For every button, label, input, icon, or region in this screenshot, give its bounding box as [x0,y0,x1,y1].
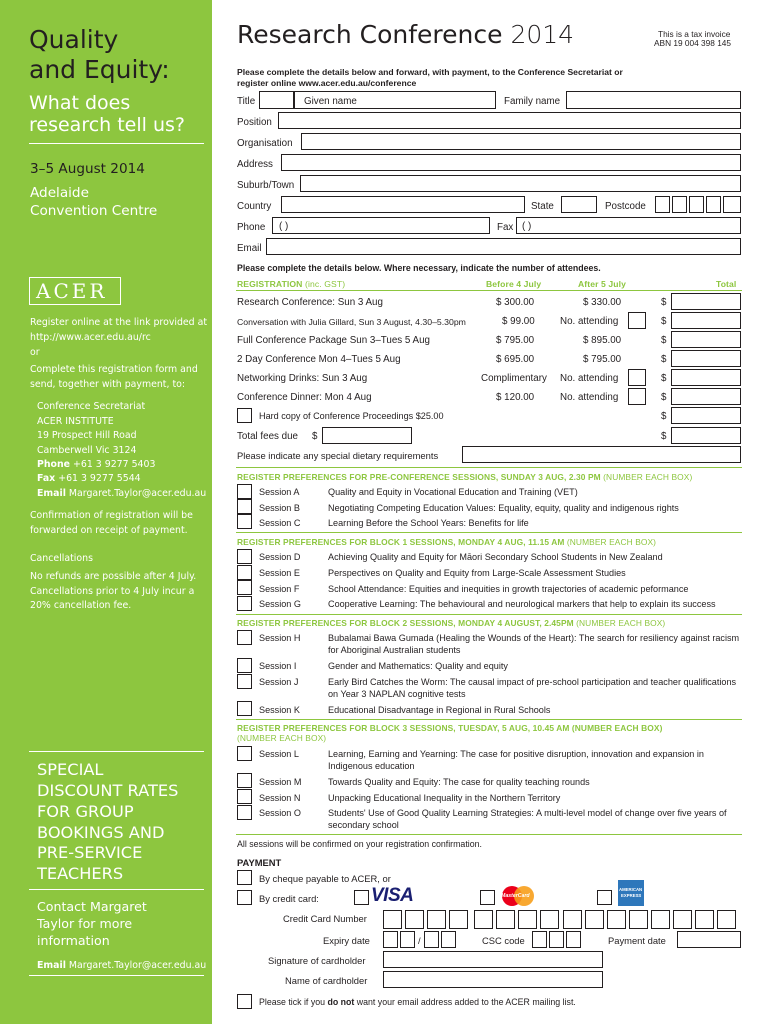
credit-card-checkbox[interactable] [237,890,252,905]
contact-email-line [37,959,217,974]
attending-label: No. attending [560,316,619,327]
block2-title: REGISTER PREFERENCES FOR BLOCK 2 SESSIONS, MONDAY 4 AUGUST, 2.45PM [237,618,574,628]
session-desc: Perspectives on Quality and Equity from Large-Scale Assessment Studies [328,568,626,578]
csc-digit[interactable] [549,931,564,948]
dollar-sign: $ [312,431,318,442]
session-n-box[interactable] [237,789,252,804]
visa-logo: VISA [371,885,414,906]
complete-text-line2: send, together with payment, to: [30,379,186,390]
address-line: ACER INSTITUTE [37,416,114,427]
dollar-sign: $ [661,335,667,346]
registration-header [237,279,345,289]
sidebar-title-line1: Quality [29,25,119,54]
before-date-header: Before 4 July [486,279,542,289]
registration-item: Research Conference: Sun 3 Aug [237,297,383,308]
register-url[interactable]: http://www.acer.edu.au/rc [30,332,151,343]
total-field[interactable] [671,312,741,329]
session-i-box[interactable] [237,658,252,673]
attending-count[interactable] [628,312,646,329]
session-m-box[interactable] [237,773,252,788]
dietary-label: Please indicate any special dietary requirements [237,450,439,461]
visa-checkbox[interactable] [354,890,369,905]
session-desc: Unpacking Educational Inequality in the Northern Territory [328,793,561,803]
hardcopy-label: Hard copy of Conference Proceedings $25.00 [259,411,444,421]
sessions-confirmation-note: All sessions will be confirmed on your registration confirmation. [237,839,482,849]
price-before: $ 300.00 [496,297,535,308]
cancellation-line: No refunds are possible after 4 July. [30,571,197,582]
session-label: Session I [259,661,297,671]
fax-area-code: ( ) [522,221,532,232]
card-number-digit[interactable] [563,910,582,929]
signature-field[interactable] [383,951,603,968]
session-desc: Gender and Mathematics: Quality and equity [328,661,508,671]
session-label: Session A [259,487,300,497]
session-e-box[interactable] [237,565,252,580]
price-before: $ 795.00 [496,335,535,346]
sidebar-title-line2: and Equity: [29,55,170,84]
attending-label: No. attending [560,392,619,403]
grand-total-field[interactable] [671,427,741,444]
registration-item: Full Conference Package Sun 3–Tues 5 Aug [237,335,430,346]
dollar-sign: $ [661,431,667,442]
email-label: Email [237,243,262,254]
contact-email-label: Email [37,960,66,971]
mastercard-text: MasterCard [501,893,530,899]
postcode-digit[interactable] [689,196,704,213]
total-field[interactable] [671,331,741,348]
payment-date-field[interactable] [677,931,741,948]
payment-heading: PAYMENT [237,857,282,868]
total-fees-label: Total fees due [237,431,299,442]
card-number-label: Credit Card Number [283,913,367,924]
session-desc: Achieving Quality and Equity for Māori Secondary School Students in New Zealand [328,552,663,562]
attending-label: No. attending [560,373,619,384]
divider [29,751,204,752]
fax-label: Fax [497,222,514,233]
mailing-list-label [259,997,576,1007]
attending-count[interactable] [628,388,646,405]
session-desc: Towards Quality and Equity: The case for quality teaching rounds [328,777,590,787]
total-field[interactable] [671,388,741,405]
contact-line: information [37,933,110,948]
dollar-sign: $ [661,297,667,308]
special-rates-line: TEACHERS [37,864,124,883]
gst-note: (inc. GST) [305,279,346,289]
price-after: $ 795.00 [583,354,622,365]
card-number-digit[interactable] [607,910,626,929]
session-d-box[interactable] [237,549,252,564]
session-c-box[interactable] [237,514,252,529]
pre-conference-title: REGISTER PREFERENCES FOR PRE-CONFERENCE SESSIONS, SUNDAY 3 AUG, 2.30 PM [237,472,601,482]
email-line [37,487,217,502]
price-before: $ 695.00 [496,354,535,365]
session-label: Session C [259,518,301,528]
mailing-text-post: want your email address added to the ACER mailing list. [354,997,576,1007]
block1-title: REGISTER PREFERENCES FOR BLOCK 1 SESSIONS, MONDAY 4 AUG, 11.15 AM [237,537,565,547]
mailing-text-pre: Please tick if you [259,997,328,1007]
cardholder-name-label: Name of cardholder [285,975,368,986]
family-name-label: Family name [504,96,561,107]
session-desc: School Attendance: Equities and inequities in growth trajectories of academic peformance [328,584,689,594]
session-b-box[interactable] [237,499,252,514]
session-desc: Negotiating Competing Education Values: Equality, equity, quality and indigenous rights [328,503,679,513]
session-label: Session E [259,568,300,578]
divider [236,614,742,615]
card-number-digit[interactable] [405,910,424,929]
session-j-box[interactable] [237,674,252,689]
venue-line2: Convention Centre [30,203,158,219]
price-before: $ 120.00 [496,392,535,403]
email-label: Email [37,488,66,499]
postcode-digit[interactable] [655,196,670,213]
dollar-sign: $ [661,354,667,365]
postcode-digit[interactable] [723,196,741,213]
expiry-digit[interactable] [424,931,439,948]
conference-dates: 3–5 August 2014 [30,161,145,177]
session-label: Session L [259,749,299,759]
phone-line [37,458,217,473]
fax-label: Fax [37,473,56,484]
card-number-digit[interactable] [629,910,648,929]
csc-label: CSC code [482,935,525,946]
after-date-header: After 5 July [578,279,627,289]
register-online-text: Register online at the link provided at [30,317,208,328]
postcode-digit[interactable] [672,196,687,213]
position-label: Position [237,117,272,128]
organisation-field[interactable] [301,133,741,150]
csc-digit[interactable] [566,931,581,948]
given-name-label: Given name [304,96,357,107]
total-fees-field[interactable] [322,427,412,444]
phone-field[interactable] [272,217,490,234]
session-label: Session O [259,808,301,818]
acer-logo-text: ACER [36,279,108,303]
divider [29,143,204,144]
block2-heading [237,618,665,628]
suburb-label: Suburb/Town [237,180,295,191]
card-number-digit[interactable] [518,910,537,929]
divider [236,834,742,835]
mastercard-checkbox[interactable] [480,890,495,905]
block1-heading [237,537,656,547]
session-g-box[interactable] [237,596,252,611]
session-label: Session N [259,793,301,803]
cancellation-line: 20% cancellation fee. [30,600,132,611]
number-note: (NUMBER EACH BOX) [603,472,693,482]
sidebar-subtitle-line1: What does [29,92,131,114]
amex-checkbox[interactable] [597,890,612,905]
phone-label: Phone [237,222,266,233]
venue-line1: Adelaide [30,185,89,201]
fax-field[interactable] [516,217,741,234]
session-label: Session F [259,584,300,594]
card-number-digit[interactable] [695,910,714,929]
special-rates-line: PRE-SERVICE [37,843,143,862]
dietary-field[interactable] [462,446,741,463]
phone-label: Phone [37,459,71,470]
fax-number: +61 3 9277 5544 [58,473,141,484]
fax-line [37,472,217,487]
session-label: Session J [259,677,299,687]
credit-card-label: By credit card: [259,893,319,904]
expiry-label: Expiry date [323,935,370,946]
expiry-digit[interactable] [400,931,415,948]
address-line: Camberwell Vic 3124 [37,445,137,456]
title-label: Title [237,96,256,107]
intro-line1: Please complete the details below and forward, with payment, to the Conference Secretariat or [237,67,623,77]
session-k-box[interactable] [237,701,252,716]
session-desc: Early Bird Catches the Worm: The causal impact of pre-school participation and teacher qualifications on Year 3 NAPLAN cognitive tests [328,677,737,699]
contact-line: Contact Margaret [37,899,147,914]
registration-label: REGISTRATION [237,279,303,289]
suburb-field[interactable] [300,175,741,192]
amex-text-line1: AMERICAN [619,887,643,892]
address-label: Address [237,159,273,170]
total-field[interactable] [671,350,741,367]
intro-line2: register online www.acer.edu.au/conference [237,78,417,88]
country-label: Country [237,201,272,212]
divider [29,975,204,976]
confirmation-line2: forwarded on receipt of payment. [30,525,188,536]
card-number-digit[interactable] [496,910,515,929]
registration-item: Networking Drinks: Sun 3 Aug [237,373,368,384]
card-number-digit[interactable] [651,910,670,929]
divider [236,467,742,468]
registration-instructions: Please complete the details below. Where necessary, indicate the number of attendees. [237,263,601,273]
session-label: Session K [259,705,300,715]
hardcopy-checkbox[interactable] [237,408,252,423]
total-field[interactable] [671,369,741,386]
session-desc: Quality and Equity in Vocational Education and Training (VET) [328,487,578,497]
mastercard-logo [500,884,538,908]
number-note: (NUMBER EACH BOX) [576,618,666,628]
session-desc: Cooperative Learning: The behavioural and neurological markers that help to explain its success [328,599,716,609]
card-number-digit[interactable] [383,910,402,929]
family-name-field[interactable] [566,91,741,109]
email-field[interactable] [266,238,741,255]
session-label: Session M [259,777,302,787]
sidebar [0,0,212,1024]
session-desc: Students' Use of Good Quality Learning Strategies: A multi-level model of change over five years of secondary school [328,808,727,830]
session-f-box[interactable] [237,580,252,595]
expiry-slash: / [418,935,421,946]
dollar-sign: $ [661,316,667,327]
title-field[interactable] [259,91,294,109]
amex-logo [618,880,644,906]
email-address[interactable]: Margaret.Taylor@acer.edu.au [68,488,207,499]
total-field[interactable] [671,293,741,310]
csc-digit[interactable] [532,931,547,948]
postcode-label: Postcode [605,201,646,212]
cheque-checkbox[interactable] [237,870,252,885]
country-field[interactable] [281,196,525,213]
pre-conference-heading [237,472,692,482]
session-label: Session D [259,552,301,562]
cancellations-heading: Cancellations [30,553,93,564]
block3-heading: REGISTER PREFERENCES FOR BLOCK 3 SESSIONS, TUESDAY, 5 AUG, 10.45 AM (NUMBER EACH BOX) [237,723,663,733]
expiry-digit[interactable] [383,931,398,948]
registration-item: Conversation with Julia Gillard, Sun 3 August, 4.30–5.30pm [237,317,466,327]
postcode-digit[interactable] [706,196,721,213]
cardholder-name-field[interactable] [383,971,603,988]
card-number-digit[interactable] [449,910,468,929]
phone-number: +61 3 9277 5403 [73,459,156,470]
session-desc: Learning Before the School Years: Benefits for life [328,518,529,528]
tax-invoice-note: This is a tax invoice [658,29,731,39]
dollar-sign: $ [661,392,667,403]
phone-area-code: ( ) [279,221,289,232]
session-a-box[interactable] [237,484,252,499]
card-number-digit[interactable] [585,910,604,929]
signature-label: Signature of cardholder [268,955,366,966]
dollar-sign: $ [661,373,667,384]
card-number-digit[interactable] [673,910,692,929]
price-after: $ 895.00 [583,335,622,346]
price-before: $ 99.00 [502,316,535,327]
session-label: Session H [259,633,301,643]
confirmation-line1: Confirmation of registration will be [30,510,193,521]
session-h-box[interactable] [237,630,252,645]
registration-item: 2 Day Conference Mon 4–Tues 5 Aug [237,354,401,365]
price-before: Complimentary [481,373,547,384]
special-rates-line: DISCOUNT RATES [37,781,179,800]
expiry-digit[interactable] [441,931,456,948]
special-rates-line: BOOKINGS AND [37,823,165,842]
cheque-label: By cheque payable to ACER, or [259,873,391,884]
mailing-list-checkbox[interactable] [237,994,252,1009]
price-after: $ 330.00 [583,297,622,308]
special-rates-line: FOR GROUP [37,802,134,821]
mailing-text-bold: do not [327,997,355,1007]
page-title [237,20,574,49]
session-o-box[interactable] [237,805,252,820]
sidebar-subtitle-line2: research tell us? [29,114,185,136]
position-field[interactable] [278,112,741,129]
number-note: (NUMBER EACH BOX) [237,733,327,743]
registration-item: Conference Dinner: Mon 4 Aug [237,392,372,403]
state-label: State [531,201,554,212]
attending-count[interactable] [628,369,646,386]
address-field[interactable] [281,154,741,171]
session-desc: Educational Disadvantage in Regional in Rural Schools [328,705,551,715]
session-label: Session G [259,599,301,609]
divider [236,719,742,720]
divider [236,532,742,533]
address-line: 19 Prospect Hill Road [37,430,137,441]
card-number-digit[interactable] [474,910,493,929]
card-number-digit[interactable] [540,910,559,929]
divider [29,889,204,890]
amex-text-line2: EXPRESS [621,893,642,898]
address-line: Conference Secretariat [37,401,146,412]
number-note: (NUMBER EACH BOX) [566,537,657,547]
divider [236,290,742,291]
complete-text-line1: Complete this registration form and [30,364,198,375]
cancellation-line: Cancellations prior to 4 July incur a [30,586,195,597]
session-label: Session B [259,503,300,513]
abn: ABN 19 004 398 145 [654,38,732,48]
card-number-digit[interactable] [427,910,446,929]
hardcopy-total-field[interactable] [671,407,741,424]
page-title-text: Research Conference [237,20,503,49]
session-desc: Bubalamai Bawa Gumada (Healing the Wounds of the Heart): The search for resiliency against racism for Aboriginal Australian students [328,633,740,655]
page-title-year: 2014 [510,20,575,49]
session-l-box[interactable] [237,746,252,761]
or-text: or [30,347,40,358]
payment-date-label: Payment date [608,935,666,946]
session-desc: Learning, Earning and Yearning: The case for positive disruption, innovation and expansion in Indigenous education [328,749,704,771]
contact-line: Taylor for more [37,916,133,931]
state-field[interactable] [561,196,597,213]
special-rates-line: SPECIAL [37,760,104,779]
card-number-digit[interactable] [717,910,736,929]
acer-logo [29,277,121,305]
organisation-label: Organisation [237,138,293,149]
total-header: Total [716,279,737,289]
contact-email[interactable]: Margaret.Taylor@acer.edu.au [68,960,207,971]
dollar-sign: $ [661,411,667,422]
